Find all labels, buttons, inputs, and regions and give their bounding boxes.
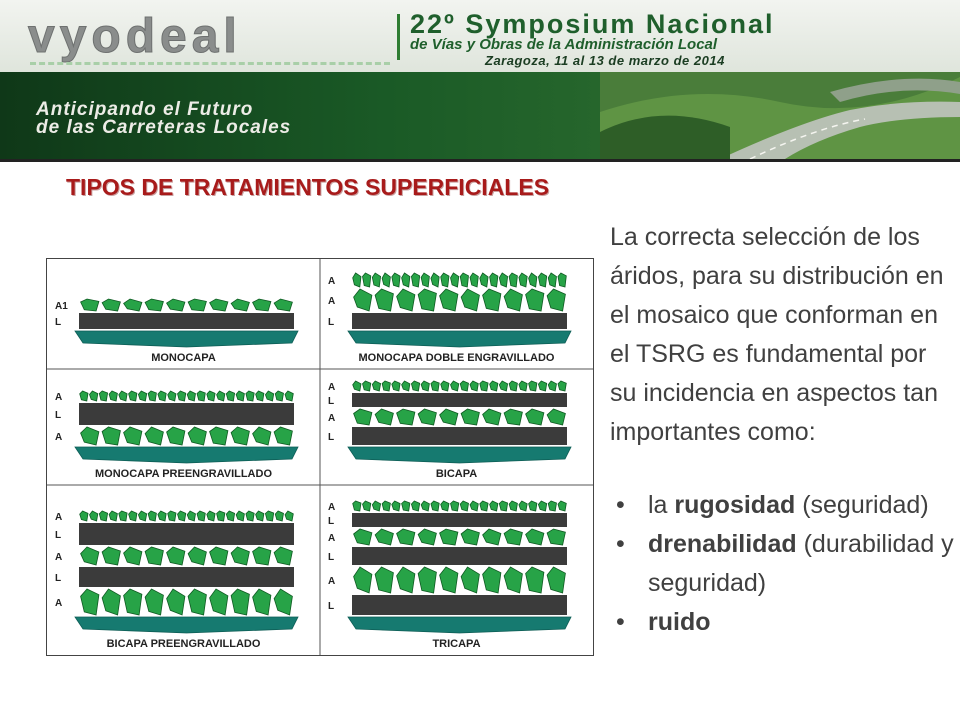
aggregate-stone: [90, 511, 98, 521]
aggregate-stone: [129, 391, 137, 401]
aggregate-stone: [461, 567, 479, 593]
aggregate-stone: [451, 273, 459, 287]
aggregate-stone: [354, 289, 372, 311]
aggregate-stone: [548, 501, 556, 511]
aggregate-stone: [167, 299, 185, 311]
binder-layer: [79, 567, 294, 587]
description-paragraph: La correcta selección de los áridos, para su distribución en el mosaico que conforman en el TSRG es fundamental por su incidencia en aspectos tan importantes como:: [610, 223, 944, 446]
aggregate-stone: [470, 381, 478, 391]
aggregate-stone: [418, 409, 436, 425]
aggregate-stone: [392, 381, 400, 391]
aggregate-stone: [504, 409, 522, 425]
aggregate-stone: [441, 381, 449, 391]
aggregate-stone: [397, 409, 415, 425]
aggregate-stone: [519, 273, 527, 287]
aggregate-stone: [274, 299, 292, 311]
cell-caption: BICAPA: [435, 468, 478, 480]
aggregate-stone: [483, 529, 501, 545]
tagline-line-1: Anticipando el Futuro: [36, 99, 254, 120]
aggregate-stone: [129, 511, 137, 521]
layer-label: A: [328, 296, 336, 307]
layer-label: L: [328, 396, 335, 407]
aggregate-stone: [265, 391, 273, 401]
aggregate-stone: [210, 427, 228, 445]
aggregate-stone: [509, 273, 517, 287]
aggregate-stone: [274, 589, 292, 615]
aggregate-stone: [402, 501, 410, 511]
aggregate-stone: [178, 391, 186, 401]
logo-underline: [30, 62, 390, 65]
aggregate-stone: [461, 529, 479, 545]
aggregate-stone: [470, 273, 478, 287]
aggregate-stone: [509, 501, 517, 511]
symposium-title: 22º Symposium Nacional: [410, 9, 775, 39]
binder-layer: [79, 403, 294, 425]
aggregate-stone: [441, 273, 449, 287]
aggregate-stone: [402, 381, 410, 391]
aggregate-stone: [392, 501, 400, 511]
aggregate-stone: [167, 427, 185, 445]
aggregate-stone: [109, 511, 117, 521]
aggregate-stone: [461, 409, 479, 425]
aggregate-stone: [226, 511, 234, 521]
aggregate-stone: [483, 567, 501, 593]
aggregate-stone: [470, 501, 478, 511]
aggregate-stone: [411, 273, 419, 287]
aggregate-stone: [275, 391, 283, 401]
layer-label: L: [55, 317, 62, 328]
aggregate-stone: [148, 391, 156, 401]
aggregate-stone: [81, 547, 99, 565]
list-item: [610, 525, 958, 603]
aggregate-stone: [124, 547, 142, 565]
aggregate-stone: [188, 589, 206, 615]
list-item: [610, 486, 958, 525]
bullet-post: (durabilidad y seguridad): [648, 530, 954, 597]
header-divider: [397, 14, 400, 60]
header-bar: [0, 0, 960, 72]
aggregate-stone: [558, 501, 566, 511]
aggregate-stone: [188, 547, 206, 565]
road-base: [75, 447, 298, 463]
aggregate-stone: [168, 511, 176, 521]
aggregate-stone: [382, 381, 390, 391]
aggregate-stone: [490, 381, 498, 391]
aggregate-stone: [440, 567, 458, 593]
aggregate-stone: [265, 511, 273, 521]
aggregate-stone: [231, 589, 249, 615]
aggregate-stone: [99, 391, 107, 401]
layer-label: L: [55, 573, 62, 584]
aggregate-stone: [538, 273, 546, 287]
aggregate-stone: [504, 529, 522, 545]
aggregate-stone: [547, 529, 565, 545]
layer-label: A: [328, 533, 336, 544]
aggregate-stone: [451, 381, 459, 391]
aggregate-stone: [411, 501, 419, 511]
binder-layer: [352, 393, 567, 407]
aggregate-stone: [102, 299, 120, 311]
aggregate-stone: [253, 547, 271, 565]
bullet-bold: drenabilidad: [648, 530, 797, 558]
aggregate-stone: [231, 427, 249, 445]
aggregate-stone: [148, 511, 156, 521]
aggregate-stone: [480, 381, 488, 391]
aggregate-stone: [547, 289, 565, 311]
aggregate-stone: [490, 273, 498, 287]
aggregate-stone: [99, 511, 107, 521]
aggregate-stone: [236, 391, 244, 401]
aggregate-stone: [119, 511, 127, 521]
layer-label: L: [328, 601, 335, 612]
aggregate-stone: [353, 273, 361, 287]
binder-layer: [352, 547, 567, 565]
aggregate-stone: [102, 547, 120, 565]
layer-label: L: [328, 552, 335, 563]
aggregate-stone: [558, 273, 566, 287]
aggregate-stone: [188, 299, 206, 311]
aggregate-stone: [285, 511, 293, 521]
aggregate-stone: [246, 391, 254, 401]
aggregate-stone: [256, 391, 264, 401]
aggregate-stone: [210, 299, 228, 311]
aggregate-stone: [274, 427, 292, 445]
aggregate-stone: [504, 289, 522, 311]
aggregate-stone: [167, 547, 185, 565]
layer-label: L: [328, 516, 335, 527]
layer-label: A: [55, 392, 63, 403]
aggregate-stone: [353, 381, 361, 391]
aggregate-stone: [124, 299, 142, 311]
aggregate-stone: [124, 589, 142, 615]
layer-label: A: [55, 512, 63, 523]
aggregate-stone: [354, 567, 372, 593]
aggregate-stone: [187, 391, 195, 401]
road-base: [75, 617, 298, 633]
bullet-post: (seguridad): [795, 491, 929, 519]
aggregate-stone: [210, 547, 228, 565]
aggregate-stone: [499, 501, 507, 511]
aggregate-stone: [119, 391, 127, 401]
cell-caption: TRICAPA: [432, 638, 481, 650]
aggregate-stone: [538, 381, 546, 391]
aggregate-stone: [363, 381, 371, 391]
logo-text: vyodeal: [28, 10, 242, 63]
aggregate-stone: [558, 381, 566, 391]
layer-label: A: [55, 432, 63, 443]
aggregate-stone: [145, 589, 163, 615]
aggregate-stone: [226, 391, 234, 401]
road-base: [348, 617, 571, 633]
layer-label: A: [328, 276, 336, 287]
binder-layer: [352, 313, 567, 329]
aggregate-stone: [392, 273, 400, 287]
aggregate-stone: [529, 501, 537, 511]
treatment-diagram-svg: [47, 259, 593, 655]
aggregate-stone: [526, 289, 544, 311]
aggregate-stone: [188, 427, 206, 445]
treatment-diagram: [46, 258, 594, 656]
aggregate-stone: [526, 567, 544, 593]
layer-label: A: [328, 413, 336, 424]
aggregate-stone: [529, 273, 537, 287]
cell-caption: MONOCAPA: [151, 352, 216, 364]
aggregate-stone: [81, 299, 99, 311]
aggregate-stone: [167, 589, 185, 615]
aggregate-stone: [353, 501, 361, 511]
aggregate-stone: [431, 501, 439, 511]
aggregate-stone: [197, 511, 205, 521]
layer-label: L: [328, 317, 335, 328]
aggregate-stone: [509, 381, 517, 391]
layer-label: L: [55, 410, 62, 421]
aggregate-stone: [431, 381, 439, 391]
aggregate-stone: [548, 381, 556, 391]
aggregate-stone: [441, 501, 449, 511]
aggregate-stone: [253, 589, 271, 615]
aggregate-stone: [519, 501, 527, 511]
layer-label: A: [328, 382, 336, 393]
aggregate-stone: [138, 511, 146, 521]
aggregate-stone: [451, 501, 459, 511]
aggregate-stone: [382, 501, 390, 511]
aggregate-stone: [80, 511, 88, 521]
binder-layer: [79, 313, 294, 329]
aggregate-stone: [547, 567, 565, 593]
aggregate-stone: [158, 391, 166, 401]
aggregate-stone: [187, 511, 195, 521]
layer-label: A: [55, 552, 63, 563]
aggregate-stone: [526, 529, 544, 545]
aggregate-stone: [256, 511, 264, 521]
aggregate-stone: [499, 381, 507, 391]
aggregate-stone: [375, 409, 393, 425]
aggregate-stone: [460, 501, 468, 511]
aggregate-stone: [548, 273, 556, 287]
layer-label: L: [55, 530, 62, 541]
bullet-bold: rugosidad: [674, 491, 796, 519]
aggregate-stone: [483, 289, 501, 311]
aggregate-stone: [382, 273, 390, 287]
aggregate-stone: [124, 427, 142, 445]
aggregate-stone: [217, 511, 225, 521]
aggregate-stone: [538, 501, 546, 511]
layer-label: A1: [55, 301, 68, 312]
aggregate-stone: [138, 391, 146, 401]
road-photo: [600, 72, 960, 159]
aggregate-stone: [253, 299, 271, 311]
aggregate-stone: [440, 289, 458, 311]
aggregate-stone: [285, 391, 293, 401]
aggregate-stone: [236, 511, 244, 521]
aggregate-stone: [178, 511, 186, 521]
vyodeal-logo: [20, 12, 390, 62]
aggregate-stone: [499, 273, 507, 287]
road-base: [75, 331, 298, 347]
aggregate-stone: [197, 391, 205, 401]
aggregate-stone: [372, 501, 380, 511]
aggregate-stone: [460, 381, 468, 391]
aggregate-stone: [418, 567, 436, 593]
aggregate-stone: [207, 391, 215, 401]
aggregate-stone: [372, 381, 380, 391]
aggregate-stone: [375, 289, 393, 311]
aggregate-stone: [145, 547, 163, 565]
aggregate-stone: [440, 529, 458, 545]
aggregate-stone: [354, 529, 372, 545]
aggregate-stone: [217, 391, 225, 401]
aggregate-stone: [102, 589, 120, 615]
slide-title: TIPOS DE TRATAMIENTOS SUPERFICIALES: [66, 174, 550, 200]
aggregate-stone: [431, 273, 439, 287]
aggregate-stone: [363, 501, 371, 511]
aggregate-stone: [145, 299, 163, 311]
aggregate-stone: [145, 427, 163, 445]
road-base: [348, 331, 571, 347]
aggregate-stone: [210, 589, 228, 615]
aggregate-stone: [246, 511, 254, 521]
aggregate-stone: [363, 273, 371, 287]
aggregate-stone: [354, 409, 372, 425]
aggregate-stone: [375, 567, 393, 593]
symposium-subtitle: de Vías y Obras de la Administración Local: [410, 36, 718, 53]
aggregate-stone: [547, 409, 565, 425]
road-base: [348, 447, 571, 463]
aggregate-stone: [397, 289, 415, 311]
aggregate-stone: [397, 529, 415, 545]
aggregate-stone: [231, 547, 249, 565]
list-item: [610, 603, 958, 642]
bullet-bold: ruido: [648, 608, 711, 636]
property-list: [610, 486, 958, 642]
layer-label: A: [328, 576, 336, 587]
binder-layer: [352, 513, 567, 527]
aggregate-stone: [274, 547, 292, 565]
aggregate-stone: [81, 427, 99, 445]
binder-layer: [352, 427, 567, 445]
aggregate-stone: [421, 273, 429, 287]
aggregate-stone: [480, 501, 488, 511]
aggregate-stone: [504, 567, 522, 593]
cell-caption: BICAPA PREENGRAVILLADO: [106, 638, 261, 650]
aggregate-stone: [102, 427, 120, 445]
aggregate-stone: [490, 501, 498, 511]
aggregate-stone: [461, 289, 479, 311]
binder-layer: [79, 523, 294, 545]
aggregate-stone: [411, 381, 419, 391]
bullet-pre: la: [648, 491, 675, 519]
aggregate-stone: [231, 299, 249, 311]
aggregate-stone: [158, 511, 166, 521]
aggregate-stone: [418, 529, 436, 545]
aggregate-stone: [81, 589, 99, 615]
aggregate-stone: [90, 391, 98, 401]
aggregate-stone: [460, 273, 468, 287]
aggregate-stone: [526, 409, 544, 425]
aggregate-stone: [519, 381, 527, 391]
aggregate-stone: [372, 273, 380, 287]
aggregate-stone: [421, 501, 429, 511]
symposium-date: Zaragoza, 11 al 13 de marzo de 2014: [485, 53, 725, 68]
aggregate-stone: [375, 529, 393, 545]
aggregate-stone: [253, 427, 271, 445]
aggregate-stone: [529, 381, 537, 391]
aggregate-stone: [421, 381, 429, 391]
aggregate-stone: [397, 567, 415, 593]
tagline-line-2: de las Carreteras Locales: [36, 117, 292, 138]
aggregate-stone: [402, 273, 410, 287]
aggregate-stone: [80, 391, 88, 401]
aggregate-stone: [275, 511, 283, 521]
layer-label: L: [328, 432, 335, 443]
aggregate-stone: [168, 391, 176, 401]
aggregate-stone: [109, 391, 117, 401]
cell-caption: MONOCAPA PREENGRAVILLADO: [94, 468, 273, 480]
aggregate-stone: [418, 289, 436, 311]
aggregate-stone: [483, 409, 501, 425]
cell-caption: MONOCAPA DOBLE ENGRAVILLADO: [358, 352, 555, 364]
aggregate-stone: [440, 409, 458, 425]
binder-layer: [352, 595, 567, 615]
header-banner: [0, 72, 960, 162]
aggregate-stone: [207, 511, 215, 521]
layer-label: A: [328, 502, 336, 513]
layer-label: A: [55, 598, 63, 609]
aggregate-stone: [480, 273, 488, 287]
